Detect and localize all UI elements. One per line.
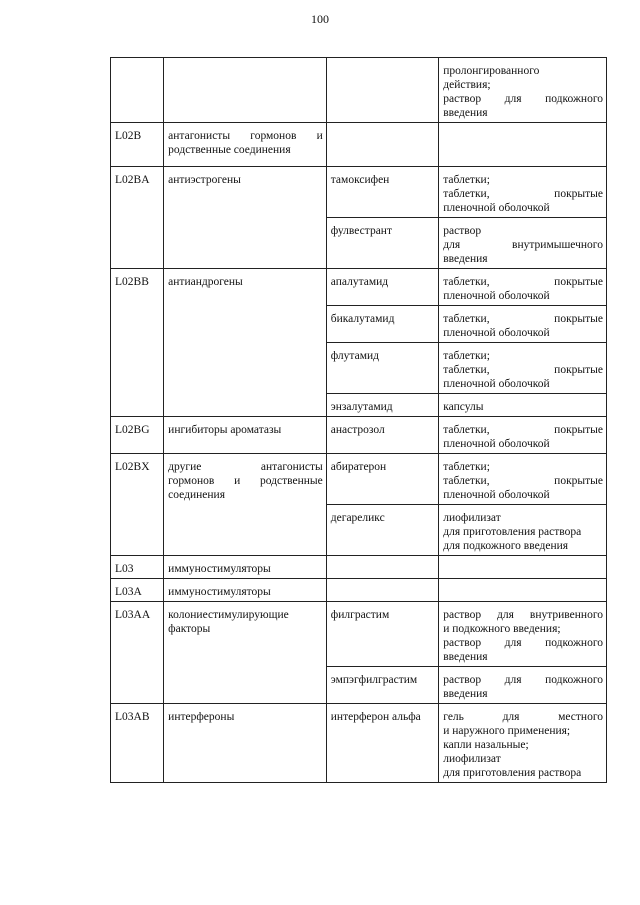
drug-name-cell [326, 123, 438, 167]
drug-name-cell: апалутамид [326, 269, 438, 306]
dosage-form-line: раствор [443, 225, 482, 237]
dosage-form-line: таблетки; [443, 461, 490, 473]
dosage-form-cell [439, 556, 607, 579]
atc-code-cell: L02BX [111, 454, 164, 556]
dosage-form-line: пленочной оболочкой [443, 327, 550, 339]
dosage-form-cell [439, 269, 607, 306]
dosage-form-cell [439, 343, 607, 394]
drug-name-cell: эмпэгфилграстим [326, 667, 438, 704]
drug-name-cell [326, 556, 438, 579]
drug-name-cell: бикалутамид [326, 306, 438, 343]
atc-code-cell: L03AB [111, 704, 164, 783]
dosage-form-line: раствор для подкожного [443, 93, 603, 105]
dosage-form-line: раствор для внутривенного [443, 609, 603, 621]
dosage-form-cell [439, 667, 607, 704]
dosage-form-cell [439, 167, 607, 218]
atc-code-cell: L02BB [111, 269, 164, 417]
atc-group-line: соединения [168, 489, 225, 501]
atc-group-line: ингибиторы ароматазы [168, 424, 282, 436]
dosage-form-line: таблетки, покрытые [443, 364, 603, 376]
dosage-form-line: для приготовления раствора [443, 526, 582, 538]
dosage-form-line: гель для местного [443, 711, 603, 723]
dosage-form-cell [439, 417, 607, 454]
atc-group-cell [164, 58, 327, 123]
drug-name-cell: филграстим [326, 602, 438, 667]
dosage-form-line: введения [443, 107, 488, 119]
dosage-form-cell [439, 602, 607, 667]
atc-code-cell: L03AA [111, 602, 164, 704]
table-row [111, 417, 607, 454]
atc-group-line: гормонов и родственные [168, 475, 323, 487]
drug-name-cell: тамоксифен [326, 167, 438, 218]
dosage-form-line: таблетки; [443, 350, 490, 362]
drug-name-cell: анастрозол [326, 417, 438, 454]
dosage-form-line: капли назальные; [443, 739, 529, 751]
dosage-form-line: для приготовления раствора [443, 767, 582, 779]
dosage-form-line: и подкожного введения; [443, 623, 561, 635]
dosage-form-line: введения [443, 651, 488, 663]
atc-group-line: родственные соединения [168, 144, 291, 156]
dosage-form-line: пленочной оболочкой [443, 378, 550, 390]
dosage-form-line: пленочной оболочкой [443, 290, 550, 302]
dosage-form-line: таблетки, покрытые [443, 188, 603, 200]
atc-group-cell [164, 556, 327, 579]
dosage-form-cell [439, 123, 607, 167]
dosage-form-cell [439, 306, 607, 343]
atc-code-cell: L02BA [111, 167, 164, 269]
dosage-form-cell [439, 579, 607, 602]
atc-group-line: колониестимулирующие [168, 609, 289, 621]
drug-name-cell [326, 579, 438, 602]
atc-group-cell [164, 579, 327, 602]
atc-group-cell [164, 602, 327, 704]
drug-name-cell: дегареликс [326, 505, 438, 556]
dosage-form-cell [439, 454, 607, 505]
dosage-form-line: таблетки, покрытые [443, 313, 603, 325]
table-row [111, 579, 607, 602]
atc-group-line: иммуностимуляторы [168, 563, 271, 575]
atc-group-line: факторы [168, 623, 211, 635]
atc-group-cell [164, 167, 327, 269]
dosage-form-line: для подкожного введения [443, 540, 569, 552]
atc-group-line: антиэстрогены [168, 174, 241, 186]
dosage-form-line: раствор для подкожного [443, 674, 603, 686]
atc-group-cell [164, 269, 327, 417]
page-number: 100 [311, 12, 329, 26]
dosage-form-line: пролонгированного [443, 65, 540, 77]
table-row [111, 704, 607, 783]
drug-name-cell: энзалутамид [326, 394, 438, 417]
atc-group-line: антагонисты гормонов и [168, 130, 323, 142]
drug-name-cell: абиратерон [326, 454, 438, 505]
atc-group-line: иммуностимуляторы [168, 586, 271, 598]
dosage-form-line: таблетки, покрытые [443, 424, 603, 436]
dosage-form-line: и наружного применения; [443, 725, 571, 737]
table-row [111, 556, 607, 579]
atc-group-line: антиандрогены [168, 276, 243, 288]
dosage-form-line: для внутримышечного [443, 239, 603, 251]
table-row [111, 58, 607, 123]
dosage-form-line: лиофилизат [443, 753, 501, 765]
atc-group-cell [164, 704, 327, 783]
table-row [111, 269, 607, 306]
dosage-form-line: таблетки, покрытые [443, 276, 603, 288]
dosage-form-cell [439, 704, 607, 783]
dosage-form-cell [439, 394, 607, 417]
atc-code-cell: L02B [111, 123, 164, 167]
dosage-form-cell [439, 218, 607, 269]
atc-code-cell: L02BG [111, 417, 164, 454]
dosage-form-line: капсулы [443, 401, 484, 413]
drug-table [110, 57, 607, 783]
table-row [111, 167, 607, 218]
table-row [111, 123, 607, 167]
drug-name-cell [326, 58, 438, 123]
atc-group-cell [164, 123, 327, 167]
dosage-form-line: лиофилизат [443, 512, 501, 524]
drug-name-cell: фулвестрант [326, 218, 438, 269]
atc-group-cell [164, 417, 327, 454]
atc-group-line: другие антагонисты [168, 461, 323, 473]
dosage-form-line: пленочной оболочкой [443, 202, 550, 214]
drug-name-cell: флутамид [326, 343, 438, 394]
dosage-form-line: таблетки; [443, 174, 490, 186]
dosage-form-line: пленочной оболочкой [443, 489, 550, 501]
atc-group-line: интерфероны [168, 711, 235, 723]
drug-name-cell: интерферон альфа [326, 704, 438, 783]
table-row [111, 602, 607, 667]
dosage-form-line: таблетки, покрытые [443, 475, 603, 487]
dosage-form-line: раствор для подкожного [443, 637, 603, 649]
table-row [111, 454, 607, 505]
dosage-form-line: действия; [443, 79, 491, 91]
atc-code-cell: L03 [111, 556, 164, 579]
atc-code-cell: L03A [111, 579, 164, 602]
dosage-form-cell [439, 505, 607, 556]
dosage-form-line: введения [443, 253, 488, 265]
dosage-form-cell [439, 58, 607, 123]
atc-group-cell [164, 454, 327, 556]
atc-code-cell [111, 58, 164, 123]
dosage-form-line: введения [443, 688, 488, 700]
dosage-form-line: пленочной оболочкой [443, 438, 550, 450]
